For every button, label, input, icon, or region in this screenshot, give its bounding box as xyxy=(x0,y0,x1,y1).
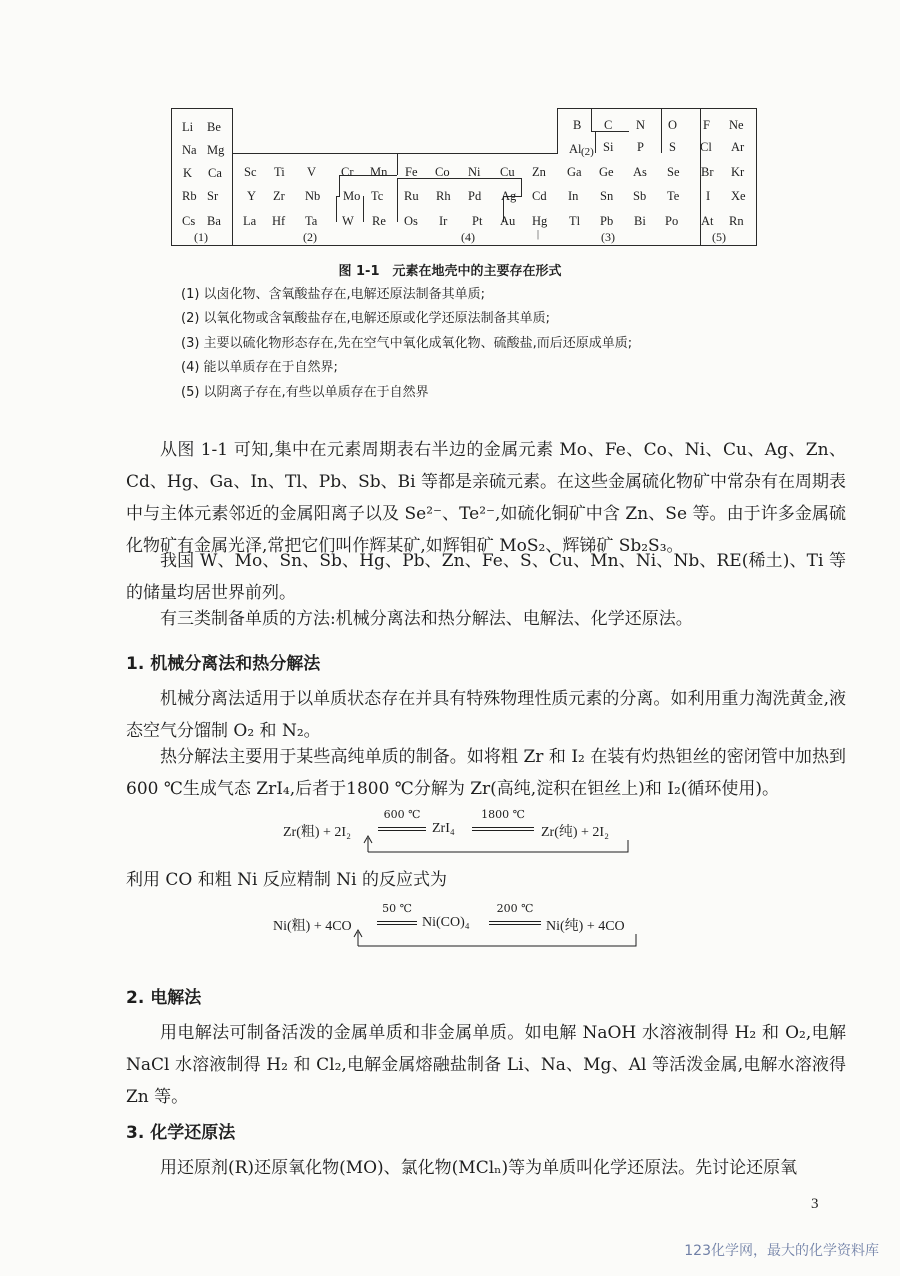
page-number: 3 xyxy=(811,1196,819,1212)
element-rn: Rn xyxy=(729,214,744,228)
element-te: Te xyxy=(667,189,680,203)
element-cl: Cl xyxy=(700,140,712,154)
element-hf: Hf xyxy=(272,214,286,228)
section-heading-2: 2. 电解法 xyxy=(126,988,202,1008)
equation-ni-arrow1 xyxy=(377,902,417,928)
paragraph-methods: 有三类制备单质的方法:机械分离法和热分解法、电解法、化学还原法。 xyxy=(160,609,693,629)
element-se: Se xyxy=(667,165,680,179)
element-cs: Cs xyxy=(182,214,196,228)
frame-top-left xyxy=(171,108,232,109)
frame-p-block-left xyxy=(557,108,558,153)
frame-group4-left xyxy=(397,178,398,222)
element-au: Au xyxy=(500,214,516,228)
element-pd: Pd xyxy=(468,189,482,203)
watermark: 123化学网，最大的化学资料库 xyxy=(684,1243,879,1259)
group-label-5: (5) xyxy=(712,230,726,244)
element-ba: Ba xyxy=(207,214,221,228)
section-heading-3: 3. 化学还原法 xyxy=(126,1123,236,1143)
element-br: Br xyxy=(701,165,714,179)
equation-zr-arrow1 xyxy=(378,808,426,834)
equation-ni-arrow2 xyxy=(489,902,541,928)
arrow-line xyxy=(378,827,426,828)
equation-zr-right: Zr(纯) + 2I₂ xyxy=(541,825,609,840)
frame-right xyxy=(756,108,757,246)
frame-mo-step xyxy=(336,196,340,197)
element-rb: Rb xyxy=(182,189,197,203)
equation-zr-cond1: 600 ℃ xyxy=(383,808,421,821)
element-co: Co xyxy=(435,165,450,179)
frame-p-right xyxy=(661,131,662,153)
frame-bottom xyxy=(171,245,757,246)
element-at: At xyxy=(701,214,714,228)
group-label-1: (1) xyxy=(194,230,208,244)
element-cd: Cd xyxy=(532,189,547,203)
element-rh: Rh xyxy=(436,189,451,203)
frame-mo-box-left xyxy=(339,175,340,196)
figure-caption: 图 1-1 元素在地壳中的主要存在形式 xyxy=(338,264,562,279)
element-la: La xyxy=(243,214,257,228)
section-heading-1: 1. 机械分离法和热分解法 xyxy=(126,654,321,674)
element-zn: Zn xyxy=(532,165,546,179)
element-p: P xyxy=(637,140,644,154)
paragraph-sulfophile: 从图 1-1 可知,集中在元素周期表右半边的金属元素 Mo、Fe、Co、Ni、Cu、Ag、Zn、Cd、Hg、Ga、In、Tl、Pb、Sb、Bi 等都是亲硫元素。在这些金属硫化物矿中常杂有在周期表中与主体元素邻近的金属阳离子以及 Se²⁻、Te²⁻,如硫化铜矿中含 Zn、Se 等。由于许多金属硫化物矿有金属光泽,常把它们叫作辉某矿,如辉钼矿 MoS₂、辉锑矿 Sb₂S₃。 xyxy=(126,440,846,556)
frame-fe-left xyxy=(397,153,398,155)
element-fe: Fe xyxy=(405,165,418,179)
element-k: K xyxy=(183,166,193,180)
element-po: Po xyxy=(665,214,679,228)
arrow-line xyxy=(377,921,417,922)
element-c: C xyxy=(604,118,613,132)
element-pb: Pb xyxy=(600,214,614,228)
element-mn: Mn xyxy=(370,165,388,179)
equation-zr-mid: ZrI₄ xyxy=(432,821,455,836)
group-tick: | xyxy=(537,229,540,240)
arrow-line xyxy=(378,830,426,831)
frame-si-left xyxy=(595,131,596,153)
frame-ag-right xyxy=(521,178,522,196)
paragraph-thermal: 热分解法主要用于某些高纯单质的制备。如将粗 Zr 和 I₂ 在装有灼热钽丝的密闭管中加热到600 ℃生成气态 ZrI₄,后者于1800 ℃分解为 Zr(高纯,淀积在钽丝上)和 I₂(循环使用)。 xyxy=(126,747,846,799)
group-label-2: (2) xyxy=(303,230,317,244)
element-n: N xyxy=(636,118,646,132)
element-nb: Nb xyxy=(305,189,321,203)
element-ti: Ti xyxy=(274,165,285,179)
paragraph-electrolysis: 用电解法可制备活泼的金属单质和非金属单质。如电解 NaOH 水溶液制得 H₂ 和 O₂,电解 NaCl 水溶液制得 H₂ 和 Cl₂,电解金属熔融盐制备 Li、Na、Mg、Al 等活泼金属,电解水溶液得 Zn 等。 xyxy=(126,1023,846,1107)
arrow-line xyxy=(489,924,541,925)
element-os: Os xyxy=(404,214,418,228)
element-ga: Ga xyxy=(567,165,582,179)
paragraph-mechanical: 机械分离法适用于以单质状态存在并具有特殊物理性质元素的分离。如利用重力淘洗黄金,液态空气分馏制 O₂ 和 N₂。 xyxy=(126,689,846,741)
frame-s-block-right xyxy=(232,108,233,246)
arrow-line xyxy=(472,830,534,831)
equation-ni-right: Ni(纯) + 4CO xyxy=(546,919,625,934)
recycle-arrow-zr xyxy=(362,834,632,858)
legend-item-4: (4) 能以单质存在于自然界; xyxy=(181,360,338,375)
element-mg: Mg xyxy=(207,143,225,157)
element-o: O xyxy=(668,118,678,132)
group-label-4: (4) xyxy=(461,230,475,244)
element-i: I xyxy=(706,189,711,203)
legend-item-1: (1) 以卤化物、含氧酸盐存在,电解还原法制备其单质; xyxy=(181,287,486,302)
paragraph-chemical-reduction: 用还原剂(R)还原氧化物(MO)、氯化物(MClₙ)等为单质叫化学还原法。先讨论还原氧 xyxy=(160,1158,798,1178)
periodic-table-figure xyxy=(171,108,757,254)
element-s: S xyxy=(669,140,676,154)
legend-item-2: (2) 以氧化物或含氧酸盐存在,电解还原或化学还原法制备其单质; xyxy=(181,311,551,326)
element-be: Be xyxy=(207,120,221,134)
equation-ni-left: Ni(粗) + 4CO xyxy=(273,919,352,934)
recycle-arrow-ni xyxy=(352,928,642,952)
legend-item-5: (5) 以阴离子存在,有些以单质存在于自然界 xyxy=(181,385,429,400)
legend-item-3: (3) 主要以硫化物形态存在,先在空气中氧化成氧化物、硫酸盐,而后还原成单质; xyxy=(181,336,633,351)
group-label-2-inline: (2) xyxy=(581,146,594,158)
element-kr: Kr xyxy=(731,165,745,179)
element-bi: Bi xyxy=(634,214,646,228)
equation-ni-cond1: 50 ℃ xyxy=(382,902,412,915)
element-ge: Ge xyxy=(599,165,614,179)
element-ni: Ni xyxy=(468,165,481,179)
element-zr: Zr xyxy=(273,189,285,203)
element-na: Na xyxy=(182,143,197,157)
element-ru: Ru xyxy=(404,189,419,203)
element-tl: Tl xyxy=(569,214,581,228)
element-sn: Sn xyxy=(600,189,614,203)
element-sb: Sb xyxy=(633,189,647,203)
element-li: Li xyxy=(182,120,194,134)
frame-cnp-right xyxy=(661,108,662,131)
element-sc: Sc xyxy=(244,165,257,179)
equation-zr-arrow2 xyxy=(472,808,534,834)
element-cr: Cr xyxy=(341,165,354,179)
element-f: F xyxy=(703,118,710,132)
element-v: V xyxy=(307,165,317,179)
element-tc: Tc xyxy=(371,189,384,203)
arrow-line xyxy=(472,827,534,828)
equation-ni-cond2: 200 ℃ xyxy=(496,902,534,915)
element-as: As xyxy=(633,165,647,179)
frame-mn-right xyxy=(397,153,398,175)
element-sr: Sr xyxy=(207,189,219,203)
element-ag: Ag xyxy=(501,189,517,203)
element-al: Al xyxy=(569,142,582,156)
element-b: B xyxy=(573,118,582,132)
equation-zr-cond2: 1800 ℃ xyxy=(481,808,525,821)
element-ca: Ca xyxy=(208,166,222,180)
element-si: Si xyxy=(603,140,614,154)
arrow-line xyxy=(377,924,417,925)
frame-w-right xyxy=(363,196,364,222)
frame-left xyxy=(171,108,172,246)
equation-zr-left: Zr(粗) + 2I₂ xyxy=(283,825,351,840)
element-re: Re xyxy=(372,214,386,228)
element-ar: Ar xyxy=(731,140,745,154)
group-label-3: (3) xyxy=(601,230,615,244)
frame-row3-top xyxy=(232,153,558,154)
paragraph-nickel: 利用 CO 和粗 Ni 反应精制 Ni 的反应式为 xyxy=(126,870,447,890)
element-ne: Ne xyxy=(729,118,744,132)
frame-w-left xyxy=(336,196,337,222)
element-hg: Hg xyxy=(532,214,548,228)
equation-ni-mid: Ni(CO)₄ xyxy=(422,915,470,930)
element-ir: Ir xyxy=(439,214,448,228)
arrow-line xyxy=(489,921,541,922)
element-ta: Ta xyxy=(305,214,318,228)
element-w: W xyxy=(342,214,354,228)
element-y: Y xyxy=(247,189,257,203)
element-cu: Cu xyxy=(500,165,515,179)
paragraph-reserves: 我国 W、Mo、Sn、Sb、Hg、Pb、Zn、Fe、S、Cu、Mn、Ni、Nb、RE(稀土)、Ti 等的储量均居世界前列。 xyxy=(126,551,846,603)
frame-cnp-left xyxy=(591,108,592,131)
element-xe: Xe xyxy=(731,189,746,203)
element-mo: Mo xyxy=(343,189,361,203)
element-pt: Pt xyxy=(472,214,483,228)
element-in: In xyxy=(568,189,579,203)
